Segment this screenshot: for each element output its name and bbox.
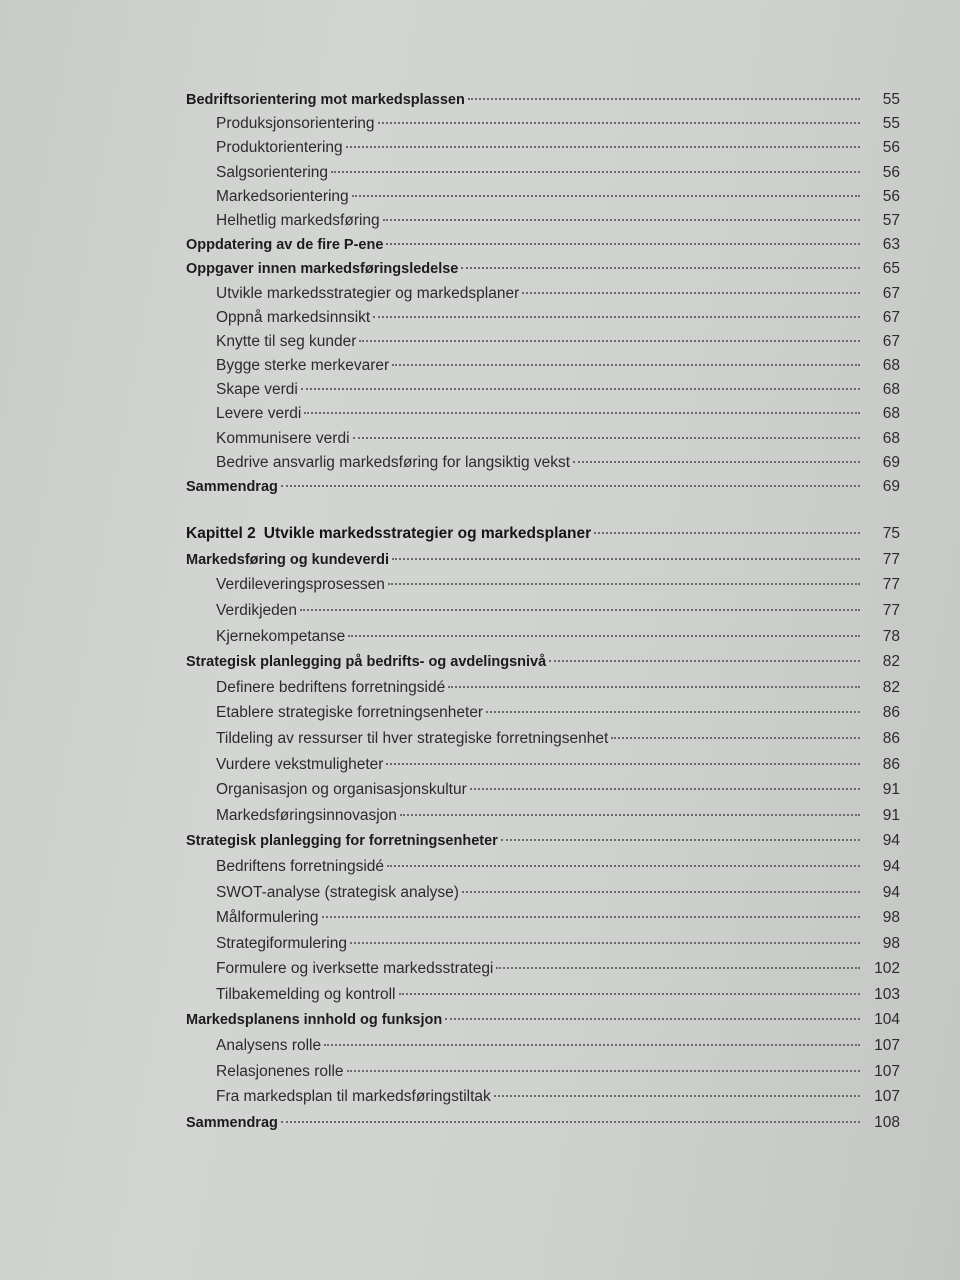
toc-entry-label: Sammendrag (186, 479, 278, 495)
dot-leader (300, 608, 860, 611)
toc-entry-label: Oppgaver innen markedsføringsledelse (186, 261, 459, 278)
toc-subsection-entry (186, 624, 900, 650)
toc-page-number: 69 (882, 453, 900, 471)
toc-entry-label: Sammendrag (186, 1114, 278, 1131)
toc-section-entry (186, 257, 900, 281)
dot-leader (461, 266, 860, 269)
toc-subsection-entry (186, 931, 900, 957)
toc-page-number: 102 (874, 960, 900, 978)
toc-page-number: 86 (882, 704, 900, 722)
toc-subsection-entry (186, 1059, 900, 1085)
toc-page-number: 94 (882, 832, 900, 850)
toc-page-number: 77 (882, 576, 900, 594)
toc-entry-label: Markedsplanens innhold og funksjon (186, 1012, 443, 1029)
dot-leader (346, 145, 860, 148)
toc-page-number: 86 (882, 729, 900, 747)
toc-page-number: 67 (882, 332, 900, 350)
toc-section-entry (186, 1110, 900, 1136)
dot-leader (470, 787, 860, 790)
dot-leader (331, 170, 860, 173)
dot-leader (387, 864, 860, 867)
toc-entry-label: Utvikle markedsstrategier og markedsplaner (216, 284, 520, 302)
toc-page-number: 65 (882, 260, 900, 278)
toc-subsection-entry (186, 726, 900, 752)
dot-leader (392, 363, 860, 366)
toc-subsection-entry (186, 282, 900, 306)
toc-entry-label: Bedriftsorientering mot markedsplassen (186, 92, 465, 108)
dot-leader (445, 1017, 860, 1020)
dot-leader (400, 813, 860, 816)
toc-entry-label: Formulere og iverksette markedsstrategi (216, 960, 494, 978)
toc-section-entry (186, 828, 900, 854)
toc-subsection-entry (186, 427, 900, 451)
toc-section-entry (186, 547, 900, 573)
toc-subsection-entry (186, 161, 900, 185)
toc-entry-label: Markedsorientering (216, 187, 349, 205)
dot-leader (522, 291, 860, 294)
toc-page-number: 107 (874, 1062, 900, 1080)
toc-entry-label: Produksjonsorientering (216, 115, 375, 133)
toc-entry-label: Målformulering (216, 909, 319, 927)
toc-subsection-entry (186, 675, 900, 701)
toc-page-number: 82 (882, 653, 900, 671)
toc-page-number: 103 (874, 985, 900, 1003)
toc-entry-label: SWOT-analyse (strategisk analyse) (216, 883, 459, 901)
toc-entry-label: Verdileveringsprosessen (216, 576, 385, 594)
dot-leader (573, 460, 860, 463)
toc-entry-label: Relasjonenes rolle (216, 1062, 344, 1080)
toc-page-number: 69 (882, 478, 900, 495)
dot-leader (348, 634, 860, 637)
dot-leader (281, 1120, 860, 1123)
dot-leader (448, 685, 860, 688)
toc-page-number: 108 (874, 1113, 900, 1131)
toc-subsection-entry (186, 209, 900, 233)
toc-entry-label: Definere bedriftens forretningsidé (216, 678, 446, 696)
toc-entry-label: Oppdatering av de fire P-ene (186, 237, 384, 254)
toc-subsection-entry (186, 598, 900, 624)
toc-section-entry (186, 1007, 900, 1033)
toc-section-entry (186, 649, 900, 675)
toc-section-entry (186, 88, 900, 112)
dot-leader (304, 411, 860, 414)
dot-leader (301, 387, 860, 390)
table-of-contents (186, 88, 900, 1135)
toc-section-entry (186, 475, 900, 499)
toc-page-number: 82 (882, 678, 900, 696)
toc-subsection-entry (186, 330, 900, 354)
dot-leader (386, 762, 860, 765)
dot-leader (386, 242, 860, 245)
toc-subsection-entry (186, 185, 900, 209)
toc-page-number: 107 (874, 1037, 900, 1055)
toc-subsection-entry (186, 700, 900, 726)
dot-leader (392, 557, 860, 560)
toc-subsection-entry (186, 112, 900, 136)
dot-leader (352, 194, 860, 197)
toc-entry-label: Salgsorientering (216, 163, 329, 181)
dot-leader (501, 838, 860, 841)
dot-leader (468, 97, 860, 100)
toc-subsection-entry (186, 378, 900, 402)
toc-entry-label: Tildeling av ressurser til hver strategiske forretningsenhet (216, 729, 609, 747)
toc-page-number: 68 (882, 381, 900, 399)
dot-leader (486, 710, 860, 713)
dot-leader (494, 1094, 860, 1097)
toc-page-number: 107 (874, 1088, 900, 1106)
dot-leader (496, 966, 860, 969)
toc-subsection-entry (186, 136, 900, 160)
toc-entry-label: Bedriftens forretningsidé (216, 857, 385, 875)
toc-page-number: 68 (882, 357, 900, 375)
toc-entry-label: Kommunisere verdi (216, 429, 350, 447)
toc-entry-label: Bedrive ansvarlig markedsføring for langsiktig vekst (216, 453, 571, 471)
toc-entry-label: Organisasjon og organisasjonskultur (216, 781, 467, 799)
toc-page-number: 56 (882, 139, 900, 157)
toc-subsection-entry (186, 777, 900, 803)
toc-page-number: 55 (882, 91, 900, 108)
toc-entry-label: Produktorientering (216, 139, 343, 157)
toc-chapter-heading (186, 521, 900, 547)
toc-entry-label: Markedsføring og kundeverdi (186, 551, 390, 568)
dot-leader (388, 582, 860, 585)
toc-entry-label: Knytte til seg kunder (216, 332, 357, 350)
toc-page-number: 77 (882, 550, 900, 568)
toc-entry-label: Analysens rolle (216, 1037, 322, 1055)
dot-leader (359, 339, 860, 342)
toc-subsection-entry (186, 572, 900, 598)
dot-leader (399, 992, 861, 995)
toc-entry-label: Strategisk planlegging på bedrifts- og avdelingsnivå (186, 654, 547, 671)
dot-leader (594, 531, 860, 534)
dot-leader (324, 1043, 860, 1046)
toc-entry-label: Bygge sterke merkevarer (216, 357, 390, 375)
toc-subsection-entry (186, 1033, 900, 1059)
toc-entry-label: Helhetlig markedsføring (216, 211, 380, 229)
toc-page-number: 78 (882, 627, 900, 645)
dot-leader (462, 890, 860, 893)
toc-page-number: 56 (882, 163, 900, 181)
toc-entry-label: Strategiformulering (216, 934, 347, 952)
toc-page-number: 68 (882, 405, 900, 423)
toc-subsection-entry (186, 880, 900, 906)
toc-entry-label: Kjernekompetanse (216, 627, 346, 645)
dot-leader (281, 484, 860, 487)
toc-page-number: 77 (882, 601, 900, 619)
dot-leader (549, 659, 860, 662)
dot-leader (347, 1069, 860, 1072)
toc-entry-label: Verdikjeden (216, 601, 298, 619)
toc-page-number: 98 (882, 909, 900, 927)
toc-page-number: 67 (882, 284, 900, 302)
chapter-number: Kapittel 2 (186, 525, 256, 543)
toc-entry-label: Fra markedsplan til markedsføringstiltak (216, 1088, 491, 1106)
toc-entry-label: Tilbakemelding og kontroll (216, 985, 396, 1003)
dot-leader (378, 121, 860, 124)
toc-subsection-entry (186, 1084, 900, 1110)
toc-page-number: 56 (882, 187, 900, 205)
toc-entry-label: Markedsføringsinnovasjon (216, 806, 397, 824)
toc-entry-label: Oppnå markedsinnsikt (216, 308, 371, 326)
toc-subsection-entry (186, 402, 900, 426)
toc-subsection-entry (186, 905, 900, 931)
toc-entry-label: Strategisk planlegging for forretningsenheter (186, 833, 498, 850)
toc-page-number: 68 (882, 429, 900, 447)
toc-entry-label: Etablere strategiske forretningsenheter (216, 704, 484, 722)
toc-entry-label: Skape verdi (216, 381, 298, 399)
toc-subsection-entry (186, 982, 900, 1008)
toc-page-number: 86 (882, 755, 900, 773)
toc-page-number: 91 (882, 806, 900, 824)
toc-section-entry (186, 233, 900, 257)
chapter-title: Utvikle markedsstrategier og markedsplaner (263, 525, 592, 543)
toc-page-number: 98 (882, 934, 900, 952)
toc-entry-label (186, 521, 591, 547)
toc-page-number: 104 (874, 1011, 900, 1029)
toc-page-number: 67 (882, 308, 900, 326)
toc-subsection-entry (186, 956, 900, 982)
toc-entry-label: Levere verdi (216, 405, 302, 423)
toc-page-number: 94 (882, 883, 900, 901)
toc-page-number: 75 (882, 525, 900, 543)
toc-page-number: 55 (882, 115, 900, 133)
toc-subsection-entry (186, 854, 900, 880)
dot-leader (322, 915, 860, 918)
toc-subsection-entry (186, 752, 900, 778)
toc-subsection-entry (186, 803, 900, 829)
toc-page-number: 91 (882, 781, 900, 799)
dot-leader (353, 436, 860, 439)
toc-page-number: 63 (882, 236, 900, 254)
toc-subsection-entry (186, 451, 900, 475)
toc-page-number: 94 (882, 857, 900, 875)
dot-leader (611, 736, 860, 739)
dot-leader (350, 941, 860, 944)
toc-subsection-entry (186, 306, 900, 330)
toc-entry-label: Vurdere vekstmuligheter (216, 755, 384, 773)
dot-leader (373, 315, 860, 318)
toc-subsection-entry (186, 354, 900, 378)
toc-page-number: 57 (882, 211, 900, 229)
dot-leader (383, 218, 860, 221)
